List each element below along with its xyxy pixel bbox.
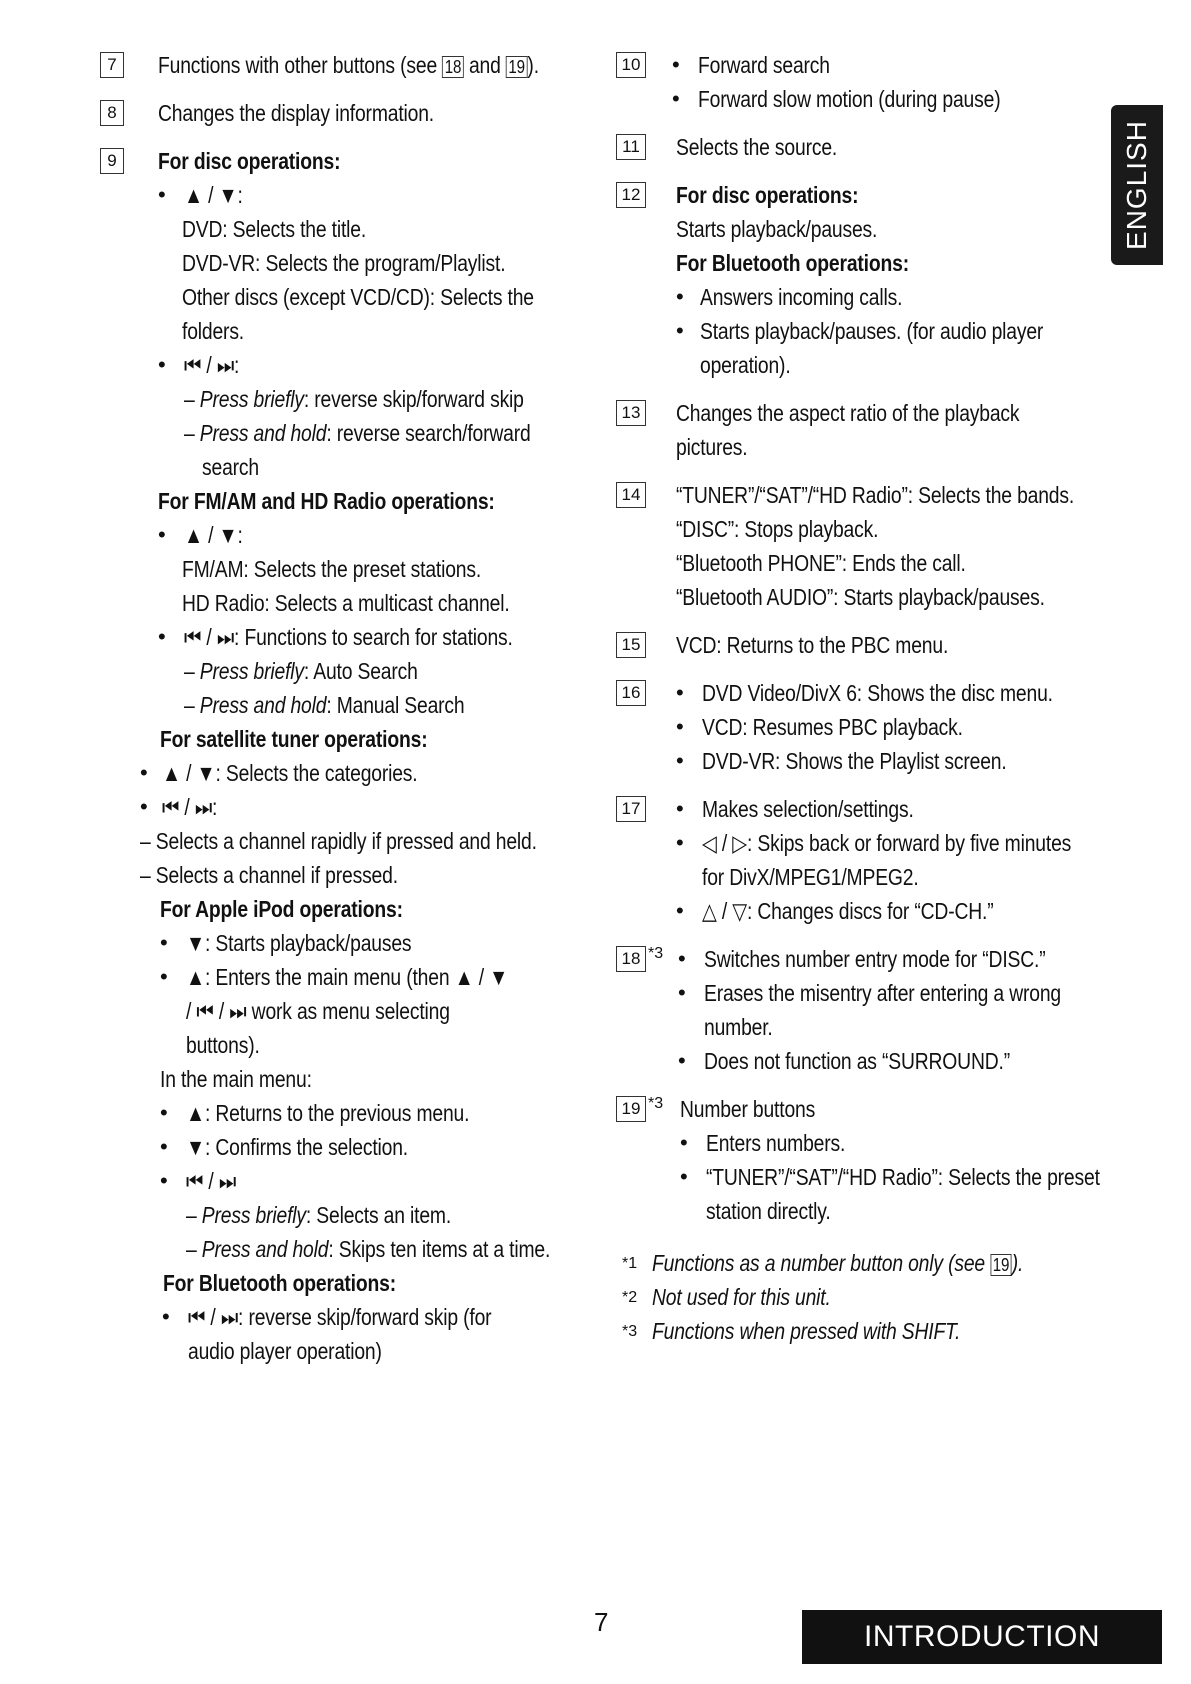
- preset-direct-text: “TUNER”/“SAT”/“HD Radio”: Selects the preset: [706, 1164, 1100, 1190]
- bt-phone-text: “Bluetooth PHONE”: Ends the call.: [676, 550, 966, 576]
- fm-skip-text: ⏮ / ⏭: Functions to search for stations.: [184, 624, 513, 650]
- section-footer: [802, 1610, 1162, 1664]
- other-discs-text: Other discs (except VCD/CD): Selects the: [182, 284, 534, 310]
- fm-preset-text: FM/AM: Selects the preset stations.: [182, 556, 482, 582]
- press-briefly-skip: – Press briefly: reverse skip/forward skip: [184, 386, 524, 412]
- item-number-13: 13: [616, 400, 646, 426]
- item-number-15: 15: [616, 632, 646, 658]
- skip-five-text: ◁ / ▷: Skips back or forward by five minutes: [702, 830, 1072, 856]
- bt-answer-text: Answers incoming calls.: [700, 284, 903, 310]
- skip-five-text-2: for DivX/MPEG1/MPEG2.: [702, 864, 919, 890]
- preset-direct-text-2: station directly.: [706, 1198, 831, 1224]
- enters-numbers-text: Enters numbers.: [706, 1130, 846, 1156]
- item-number-12: 12: [616, 182, 646, 208]
- mm-down-text: ▼: Confirms the selection.: [186, 1134, 409, 1160]
- bullet: •: [140, 760, 148, 785]
- language-tab-label: ENGLISH: [1121, 120, 1152, 250]
- press-briefly-auto: – Press briefly: Auto Search: [184, 658, 418, 684]
- bullet: •: [676, 748, 684, 773]
- bt-audio-text: “Bluetooth AUDIO”: Starts playback/pauses.: [676, 584, 1045, 610]
- bullet: •: [160, 930, 168, 955]
- bullet: •: [680, 1164, 688, 1189]
- disc-operations-heading: For disc operations:: [676, 182, 859, 208]
- forward-slow-text: Forward slow motion (during pause): [698, 86, 1001, 112]
- mm-up-text: ▲: Returns to the previous menu.: [186, 1100, 470, 1126]
- disc-operations-heading: For disc operations:: [158, 148, 341, 174]
- disc-stop-text: “DISC”: Stops playback.: [676, 516, 879, 542]
- bullet: •: [678, 1048, 686, 1073]
- press-hold-skip: – Press and hold: Skips ten items at a time.: [186, 1236, 551, 1262]
- bluetooth-heading: For Bluetooth operations:: [676, 250, 909, 276]
- bullet: •: [676, 714, 684, 739]
- ref-18: 18: [442, 56, 464, 78]
- footnote-1: Functions as a number button only (see 19 ).: [652, 1250, 1024, 1276]
- bullet: •: [678, 980, 686, 1005]
- bullet: •: [160, 964, 168, 989]
- main-menu-label: In the main menu:: [160, 1066, 312, 1092]
- bullet: •: [158, 352, 166, 377]
- footnote-mark-2: *2: [622, 1289, 638, 1306]
- bullet: •: [672, 52, 680, 77]
- bt-skip-text-2: audio player operation): [188, 1338, 382, 1364]
- number-mode-text: Switches number entry mode for “DISC.”: [704, 946, 1046, 972]
- sat-press-text: – Selects a channel if pressed.: [140, 862, 398, 888]
- search-text: search: [202, 454, 259, 480]
- fm-am-heading: For FM/AM and HD Radio operations:: [158, 488, 495, 514]
- item-number-16: 16: [616, 680, 646, 706]
- footnote-mark-1: *1: [622, 1255, 638, 1272]
- number-buttons-text: Number buttons: [680, 1096, 816, 1122]
- footnote-mark-3: *3: [622, 1323, 638, 1340]
- bullet: •: [676, 898, 684, 923]
- bullet: •: [676, 796, 684, 821]
- bullet: •: [160, 1100, 168, 1125]
- bullet: •: [160, 1134, 168, 1159]
- bullet: •: [158, 624, 166, 649]
- prev-next-icon: ⏮ / ⏭:: [184, 624, 240, 650]
- bullet: •: [676, 284, 684, 309]
- footnote-3: Functions when pressed with SHIFT.: [652, 1318, 961, 1344]
- item-8-text: Changes the display information.: [158, 100, 435, 126]
- dvdvr-text: DVD-VR: Selects the program/Playlist.: [182, 250, 506, 276]
- bands-text: “TUNER”/“SAT”/“HD Radio”: Selects the bands.: [676, 482, 1075, 508]
- ipod-up-text-2: / ⏮ / ⏭ work as menu selecting: [186, 998, 450, 1024]
- bullet: •: [676, 318, 684, 343]
- dvd-menu-text: DVD Video/DivX 6: Shows the disc menu.: [702, 680, 1053, 706]
- bullet: •: [162, 1304, 170, 1329]
- up-down-icon: ▲ / ▼:: [184, 182, 243, 208]
- vcd-resume-text: VCD: Resumes PBC playback.: [702, 714, 963, 740]
- item-number-19: 19: [616, 1096, 646, 1122]
- up-icon: ▲: [186, 1100, 205, 1126]
- satellite-heading: For satellite tuner operations:: [160, 726, 428, 752]
- item-number-8: 8: [100, 100, 124, 126]
- press-hold-search: – Press and hold: reverse search/forward: [184, 420, 531, 446]
- footnote-mark: *3: [648, 1095, 664, 1112]
- bullet: •: [158, 522, 166, 547]
- surround-text: Does not function as “SURROUND.”: [704, 1048, 1010, 1074]
- bullet: •: [676, 830, 684, 855]
- disc-play-text: Starts playback/pauses.: [676, 216, 878, 242]
- bullet: •: [676, 680, 684, 705]
- item-number-14: 14: [616, 482, 646, 508]
- item-number-9: 9: [100, 148, 124, 174]
- hd-multicast-text: HD Radio: Selects a multicast channel.: [182, 590, 510, 616]
- item-number-17: 17: [616, 796, 646, 822]
- other-discs-text-2: folders.: [182, 318, 245, 344]
- bt-play-text: Starts playback/pauses. (for audio player: [700, 318, 1044, 344]
- language-tab: [1111, 105, 1163, 265]
- up-down-outline-icon: △ / ▽: [702, 898, 747, 924]
- footnote-mark: *3: [648, 945, 664, 962]
- prev-next-icon: ⏮ / ⏭: [196, 998, 247, 1024]
- selects-source-text: Selects the source.: [676, 134, 838, 160]
- sat-categories-text: ▲ / ▼: Selects the categories.: [162, 760, 418, 786]
- ipod-up-text: ▲: Enters the main menu (then ▲ / ▼: [186, 964, 509, 990]
- bullet: •: [158, 182, 166, 207]
- bullet: •: [140, 794, 148, 819]
- up-icon: ▲: [186, 964, 205, 990]
- ipod-heading: For Apple iPod operations:: [160, 896, 403, 922]
- prev-next-icon: ⏮ / ⏭:: [162, 794, 218, 820]
- ipod-up-text-3: buttons).: [186, 1032, 260, 1058]
- press-hold-manual: – Press and hold: Manual Search: [184, 692, 465, 718]
- forward-search-text: Forward search: [698, 52, 830, 78]
- aspect-text-2: pictures.: [676, 434, 748, 460]
- aspect-text: Changes the aspect ratio of the playback: [676, 400, 1020, 426]
- page-number: 7: [594, 1607, 609, 1637]
- misentry-text-2: number.: [704, 1014, 773, 1040]
- misentry-text: Erases the misentry after entering a wrong: [704, 980, 1061, 1006]
- dvdvr-playlist-text: DVD-VR: Shows the Playlist screen.: [702, 748, 1007, 774]
- up-down-icon: ▲ / ▼: [162, 760, 216, 786]
- bullet: •: [672, 86, 680, 111]
- selection-text: Makes selection/settings.: [702, 796, 914, 822]
- item-number-10: 10: [616, 52, 646, 78]
- bt-skip-text: ⏮ / ⏭: reverse skip/forward skip (for: [188, 1304, 492, 1330]
- ref-19: 19: [990, 1254, 1012, 1276]
- bullet: •: [680, 1130, 688, 1155]
- cdch-text: △ / ▽: Changes discs for “CD-CH.”: [702, 898, 994, 924]
- item-7-text: Functions with other buttons (see 18 and 19 ).: [158, 52, 539, 78]
- ref-19: 19: [506, 56, 528, 78]
- vcd-pbc-text: VCD: Returns to the PBC menu.: [676, 632, 949, 658]
- item-number-18: 18: [616, 946, 646, 972]
- left-right-icon: ◁ / ▷: [702, 830, 747, 856]
- press-briefly-select: – Press briefly: Selects an item.: [186, 1202, 452, 1228]
- prev-next-icon: ⏮ / ⏭: [186, 1168, 237, 1194]
- section-footer-label: INTRODUCTION: [864, 1620, 1100, 1653]
- bt-play-text-2: operation).: [700, 352, 791, 378]
- down-icon: ▼: [186, 1134, 205, 1160]
- prev-next-icon: ⏮ / ⏭:: [184, 352, 240, 378]
- dvd-title-text: DVD: Selects the title.: [182, 216, 367, 242]
- bullet: •: [678, 946, 686, 971]
- up-down-icon: ▲ / ▼: [454, 964, 509, 990]
- item-number-11: 11: [616, 134, 646, 160]
- footnote-2: Not used for this unit.: [652, 1284, 831, 1310]
- down-icon: ▼: [186, 930, 205, 956]
- bluetooth-heading: For Bluetooth operations:: [163, 1270, 396, 1296]
- ipod-down-text: ▼: Starts playback/pauses: [186, 930, 412, 956]
- item-number-7: 7: [100, 52, 124, 78]
- sat-rapid-text: – Selects a channel rapidly if pressed and held.: [140, 828, 537, 854]
- bullet: •: [160, 1168, 168, 1193]
- up-down-icon: ▲ / ▼:: [184, 522, 243, 548]
- prev-next-icon: ⏮ / ⏭: [188, 1304, 239, 1330]
